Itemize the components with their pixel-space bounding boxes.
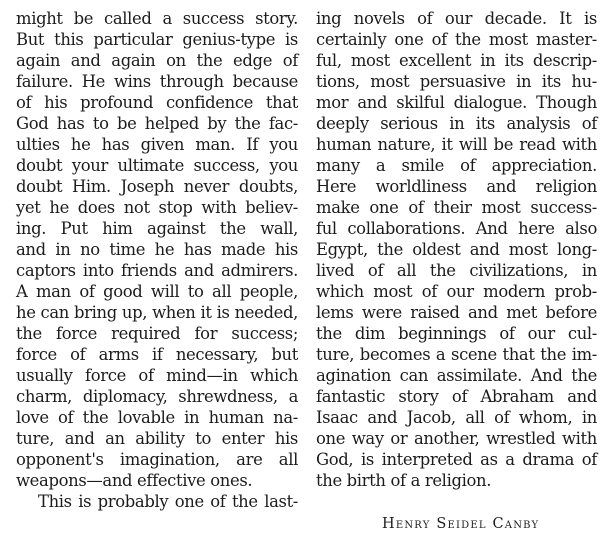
text-line: ulties he has given man. If you xyxy=(16,135,298,154)
author-signature: Henry Seidel Canby xyxy=(382,516,540,532)
text-line: many a smile of appreciation. xyxy=(316,156,597,175)
text-line: again and again on the edge of xyxy=(16,51,298,70)
text-line: failure. He wins through because xyxy=(16,72,298,91)
text-line: ful collaborations. And here also xyxy=(316,219,597,238)
text-line: Isaac and Jacob, all of whom, in xyxy=(316,408,597,427)
text-line: the dim beginnings of our cul- xyxy=(316,324,597,343)
text-line: force of arms if necessary, but xyxy=(16,345,298,364)
text-line: captors into friends and admirers. xyxy=(16,261,298,280)
text-line: lived of all the civilizations, in xyxy=(316,261,597,280)
left-column xyxy=(16,8,298,512)
text-line: ing novels of our decade. It is xyxy=(316,9,597,28)
text-line: doubt Him. Joseph never doubts, xyxy=(16,177,298,196)
text-line: Here worldliness and religion xyxy=(316,177,597,196)
text-line: one way or another, wrestled with xyxy=(316,429,597,448)
text-line: of his profound confidence that xyxy=(16,93,298,112)
text-line: the force required for success; xyxy=(16,324,298,343)
text-line: A man of good will to all people, xyxy=(16,282,298,301)
text-line: make one of their most success- xyxy=(316,198,597,217)
text-line: which most of our modern prob- xyxy=(316,282,597,301)
text-line: love of the lovable in human na- xyxy=(16,408,298,427)
text-line: fantastic story of Abraham and xyxy=(316,387,597,406)
text-line: opponent's imagination, are all xyxy=(16,450,298,469)
text-line: ful, most excellent in its descrip- xyxy=(316,51,597,70)
text-line: usually force of mind—in which xyxy=(16,366,298,385)
text-line: But this particular genius-type is xyxy=(16,30,298,49)
text-line: deeply serious in its analysis of xyxy=(316,114,597,133)
text-line: he can bring up, when it is needed, xyxy=(16,303,298,322)
paragraph-end-line: weapons—and effective ones. xyxy=(16,471,253,490)
text-line: ture, and an ability to enter his xyxy=(16,429,298,448)
text-line: ture, becomes a scene that the im- xyxy=(316,345,597,364)
text-line: agination can assimilate. And the xyxy=(316,366,597,385)
text-line: and in no time he has made his xyxy=(16,240,298,259)
paragraph-end-line: the birth of a religion. xyxy=(316,471,492,490)
text-line: charm, diplomacy, shrewdness, a xyxy=(16,387,298,406)
text-line: Egypt, the oldest and most long- xyxy=(316,240,597,259)
text-line: yet he does not stop with believ- xyxy=(16,198,298,217)
right-column xyxy=(316,8,597,491)
text-line: human nature, it will be read with xyxy=(316,135,597,154)
paragraph-start-line: This is probably one of the last- xyxy=(38,492,298,511)
text-line: ing. Put him against the wall, xyxy=(16,219,298,238)
text-line: doubt your ultimate success, you xyxy=(16,156,298,175)
text-line: certainly one of the most master- xyxy=(316,30,597,49)
text-line: tions, most persuasive in its hu- xyxy=(316,72,597,91)
text-line: lems were raised and met before xyxy=(316,303,597,322)
text-line: God has to be helped by the fac- xyxy=(16,114,298,133)
text-line: God, is interpreted as a drama of xyxy=(316,450,597,469)
text-line: might be called a success story. xyxy=(16,9,298,28)
text-line: mor and skilful dialogue. Though xyxy=(316,93,597,112)
